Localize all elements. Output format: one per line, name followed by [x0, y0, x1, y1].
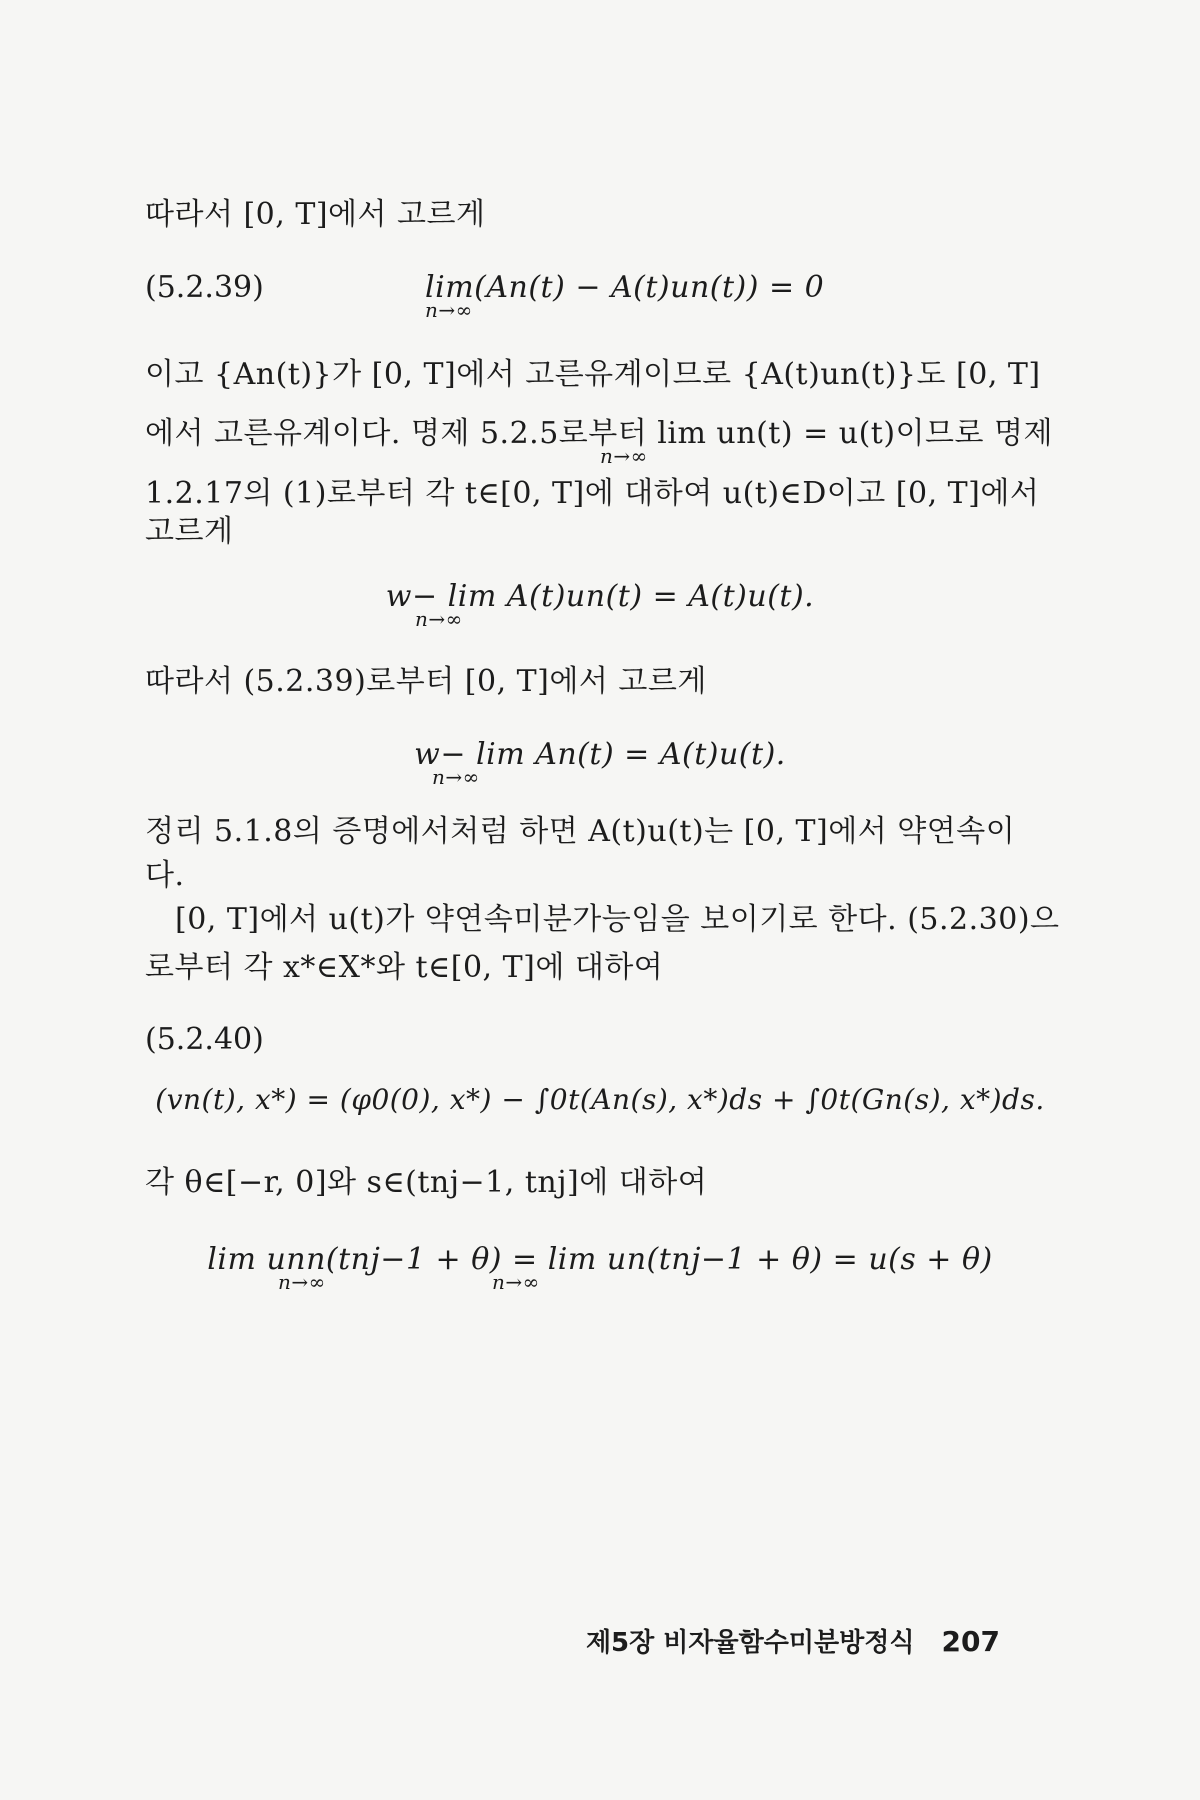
text-line-5: 고르게 [145, 514, 234, 549]
limit-subscript-text: n→∞ [415, 607, 463, 631]
text-line-6: 따라서 (5.2.39)로부터 [0, T]에서 고르게 [145, 664, 707, 699]
equation-weak-limit-2: w− lim An(t) = A(t)u(t). [414, 737, 786, 772]
limit-subscript-text: n→∞ [278, 1270, 326, 1294]
limit-subscript [492, 1272, 540, 1292]
limit-subscript-text: n→∞ [432, 765, 480, 789]
text-line-3: 에서 고른유계이다. 명제 5.2.5로부터 lim un(t) = u(t)이므로 명제 [145, 416, 1053, 451]
text-line-10: 로부터 각 x*∈X*와 t∈[0, T]에 대하여 [145, 950, 664, 985]
equation-5-2-40: (vn(t), x*) = (φ0(0), x*) − ∫0t(An(s), x*)ds + ∫0t(Gn(s), x*)ds. [155, 1083, 1045, 1116]
limit-subscript [415, 609, 463, 629]
limit-subscript [278, 1272, 326, 1292]
limit-subscript [425, 300, 473, 320]
limit-subscript-text: n→∞ [600, 444, 648, 468]
equation-5-2-39-text: lim(An(t) − A(t)un(t)) = 0 [425, 270, 825, 305]
limit-subscript [432, 767, 480, 787]
text-line-8: 다. [145, 858, 185, 893]
text-line-2: 이고 {An(t)}가 [0, T]에서 고른유계이므로 {A(t)un(t)}도 [0, T] [145, 357, 1041, 392]
chapter-title: 제5장 비자율함수미분방정식 [585, 1628, 915, 1658]
equation-weak-limit-1: w− lim A(t)un(t) = A(t)u(t). [385, 579, 815, 614]
limit-subscript-text: n→∞ [425, 298, 473, 322]
equation-5-2-39 [425, 268, 824, 308]
page-number: 207 [941, 1625, 1000, 1658]
text-line-7: 정리 5.1.8의 증명에서처럼 하면 A(t)u(t)는 [0, T]에서 약연속이 [145, 814, 1016, 849]
text-line-11: 각 θ∈[−r, 0]와 s∈(tnj−1, tnj]에 대하여 [145, 1165, 708, 1200]
equation-label-5-2-40: (5.2.40) [145, 1022, 264, 1057]
equation-label-5-2-39: (5.2.39) [145, 270, 264, 305]
equation-last: lim unn(tnj−1 + θ) = lim un(tnj−1 + θ) = u(s + θ) [207, 1242, 993, 1277]
page-footer [586, 1622, 1000, 1659]
text-line-4: 1.2.17의 (1)로부터 각 t∈[0, T]에 대하여 u(t)∈D이고 [0, T]에서 [145, 476, 1040, 511]
limit-subscript-text: n→∞ [492, 1270, 540, 1294]
text-line-1: 따라서 [0, T]에서 고르게 [145, 197, 486, 232]
limit-subscript [600, 446, 648, 466]
text-line-9: [0, T]에서 u(t)가 약연속미분가능임을 보이기로 한다. (5.2.30)으 [175, 902, 1060, 937]
